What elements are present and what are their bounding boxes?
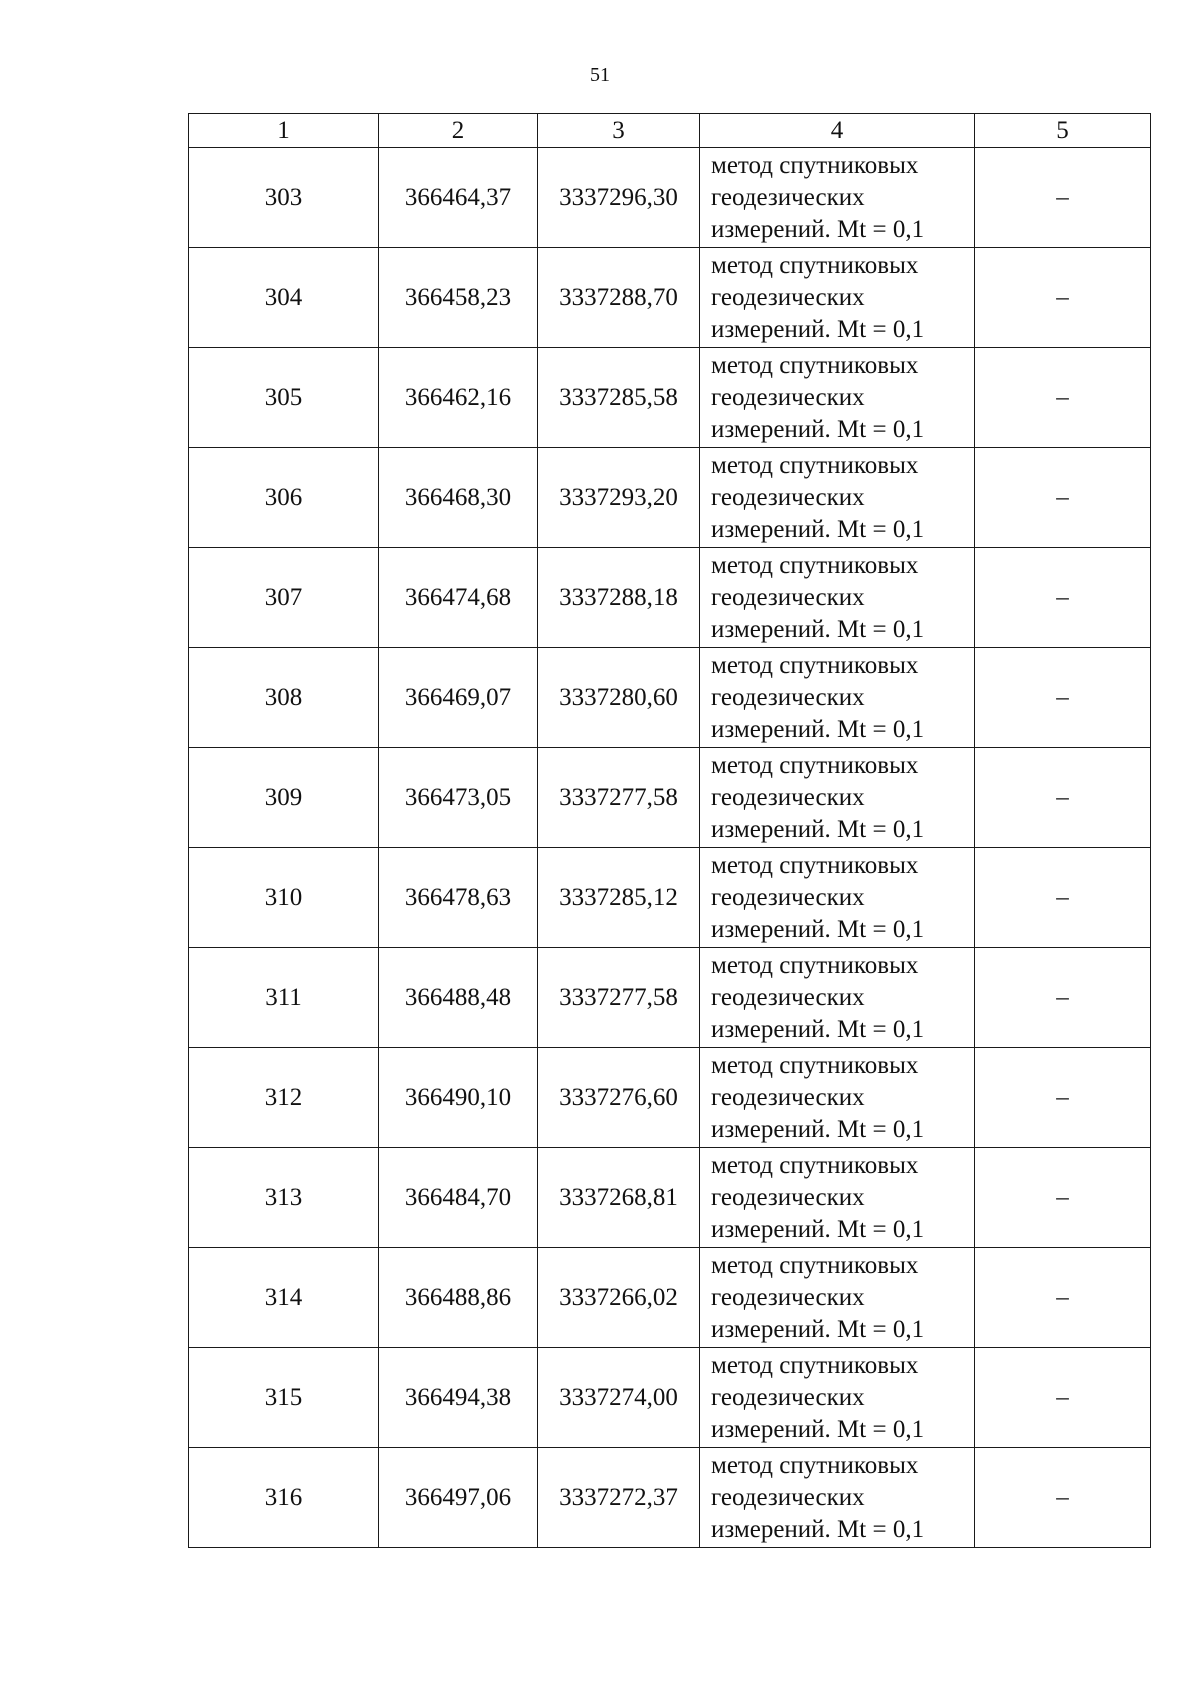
page-number: 51 xyxy=(590,64,610,86)
y-coordinate-cell: 3337272,37 xyxy=(538,1448,700,1548)
table-body xyxy=(189,148,1151,1548)
point-number-cell: 305 xyxy=(189,348,379,448)
table-row xyxy=(189,548,1151,648)
table-row xyxy=(189,948,1151,1048)
x-coordinate-cell: 366464,37 xyxy=(379,148,538,248)
point-number-cell: 311 xyxy=(189,948,379,1048)
table-row xyxy=(189,1048,1151,1148)
point-number-cell: 312 xyxy=(189,1048,379,1148)
column-header-5: 5 xyxy=(975,114,1151,148)
x-coordinate-cell: 366490,10 xyxy=(379,1048,538,1148)
y-coordinate-cell: 3337285,58 xyxy=(538,348,700,448)
column-header-2: 2 xyxy=(379,114,538,148)
method-cell: метод спутниковых геодезических измерений. Mt = 0,1 xyxy=(700,1148,975,1248)
method-cell: метод спутниковых геодезических измерений. Mt = 0,1 xyxy=(700,548,975,648)
y-coordinate-cell: 3337285,12 xyxy=(538,848,700,948)
column-header-1: 1 xyxy=(189,114,379,148)
x-coordinate-cell: 366473,05 xyxy=(379,748,538,848)
x-coordinate-cell: 366488,48 xyxy=(379,948,538,1048)
y-coordinate-cell: 3337277,58 xyxy=(538,748,700,848)
x-coordinate-cell: 366497,06 xyxy=(379,1448,538,1548)
table-row xyxy=(189,1148,1151,1248)
note-cell: – xyxy=(975,348,1151,448)
point-number-cell: 313 xyxy=(189,1148,379,1248)
point-number-cell: 308 xyxy=(189,648,379,748)
note-cell: – xyxy=(975,548,1151,648)
note-cell: – xyxy=(975,1348,1151,1448)
y-coordinate-cell: 3337296,30 xyxy=(538,148,700,248)
method-cell: метод спутниковых геодезических измерений. Mt = 0,1 xyxy=(700,448,975,548)
point-number-cell: 310 xyxy=(189,848,379,948)
point-number-cell: 316 xyxy=(189,1448,379,1548)
method-cell: метод спутниковых геодезических измерений. Mt = 0,1 xyxy=(700,248,975,348)
y-coordinate-cell: 3337266,02 xyxy=(538,1248,700,1348)
method-cell: метод спутниковых геодезических измерений. Mt = 0,1 xyxy=(700,1048,975,1148)
y-coordinate-cell: 3337274,00 xyxy=(538,1348,700,1448)
note-cell: – xyxy=(975,248,1151,348)
method-cell: метод спутниковых геодезических измерений. Mt = 0,1 xyxy=(700,848,975,948)
note-cell: – xyxy=(975,648,1151,748)
y-coordinate-cell: 3337293,20 xyxy=(538,448,700,548)
note-cell: – xyxy=(975,1048,1151,1148)
method-cell: метод спутниковых геодезических измерений. Mt = 0,1 xyxy=(700,948,975,1048)
y-coordinate-cell: 3337276,60 xyxy=(538,1048,700,1148)
y-coordinate-cell: 3337280,60 xyxy=(538,648,700,748)
table-header-row xyxy=(189,114,1151,148)
table-row xyxy=(189,1448,1151,1548)
note-cell: – xyxy=(975,748,1151,848)
point-number-cell: 314 xyxy=(189,1248,379,1348)
table-row xyxy=(189,448,1151,548)
method-cell: метод спутниковых геодезических измерений. Mt = 0,1 xyxy=(700,1448,975,1548)
method-cell: метод спутниковых геодезических измерений. Mt = 0,1 xyxy=(700,148,975,248)
x-coordinate-cell: 366478,63 xyxy=(379,848,538,948)
method-cell: метод спутниковых геодезических измерений. Mt = 0,1 xyxy=(700,1248,975,1348)
x-coordinate-cell: 366484,70 xyxy=(379,1148,538,1248)
y-coordinate-cell: 3337268,81 xyxy=(538,1148,700,1248)
table-row xyxy=(189,1248,1151,1348)
y-coordinate-cell: 3337288,18 xyxy=(538,548,700,648)
method-cell: метод спутниковых геодезических измерений. Mt = 0,1 xyxy=(700,648,975,748)
x-coordinate-cell: 366474,68 xyxy=(379,548,538,648)
table-row xyxy=(189,848,1151,948)
point-number-cell: 315 xyxy=(189,1348,379,1448)
note-cell: – xyxy=(975,148,1151,248)
table-row xyxy=(189,148,1151,248)
table-row xyxy=(189,648,1151,748)
table-row xyxy=(189,748,1151,848)
method-cell: метод спутниковых геодезических измерений. Mt = 0,1 xyxy=(700,748,975,848)
column-header-4: 4 xyxy=(700,114,975,148)
note-cell: – xyxy=(975,948,1151,1048)
column-header-3: 3 xyxy=(538,114,700,148)
x-coordinate-cell: 366488,86 xyxy=(379,1248,538,1348)
point-number-cell: 307 xyxy=(189,548,379,648)
x-coordinate-cell: 366494,38 xyxy=(379,1348,538,1448)
table-row xyxy=(189,348,1151,448)
method-cell: метод спутниковых геодезических измерений. Mt = 0,1 xyxy=(700,1348,975,1448)
x-coordinate-cell: 366468,30 xyxy=(379,448,538,548)
coordinates-table xyxy=(188,113,1151,1548)
y-coordinate-cell: 3337277,58 xyxy=(538,948,700,1048)
x-coordinate-cell: 366469,07 xyxy=(379,648,538,748)
point-number-cell: 309 xyxy=(189,748,379,848)
y-coordinate-cell: 3337288,70 xyxy=(538,248,700,348)
note-cell: – xyxy=(975,1248,1151,1348)
point-number-cell: 304 xyxy=(189,248,379,348)
note-cell: – xyxy=(975,1148,1151,1248)
note-cell: – xyxy=(975,848,1151,948)
table-row xyxy=(189,248,1151,348)
table-row xyxy=(189,1348,1151,1448)
note-cell: – xyxy=(975,448,1151,548)
method-cell: метод спутниковых геодезических измерений. Mt = 0,1 xyxy=(700,348,975,448)
x-coordinate-cell: 366458,23 xyxy=(379,248,538,348)
note-cell: – xyxy=(975,1448,1151,1548)
point-number-cell: 306 xyxy=(189,448,379,548)
x-coordinate-cell: 366462,16 xyxy=(379,348,538,448)
point-number-cell: 303 xyxy=(189,148,379,248)
